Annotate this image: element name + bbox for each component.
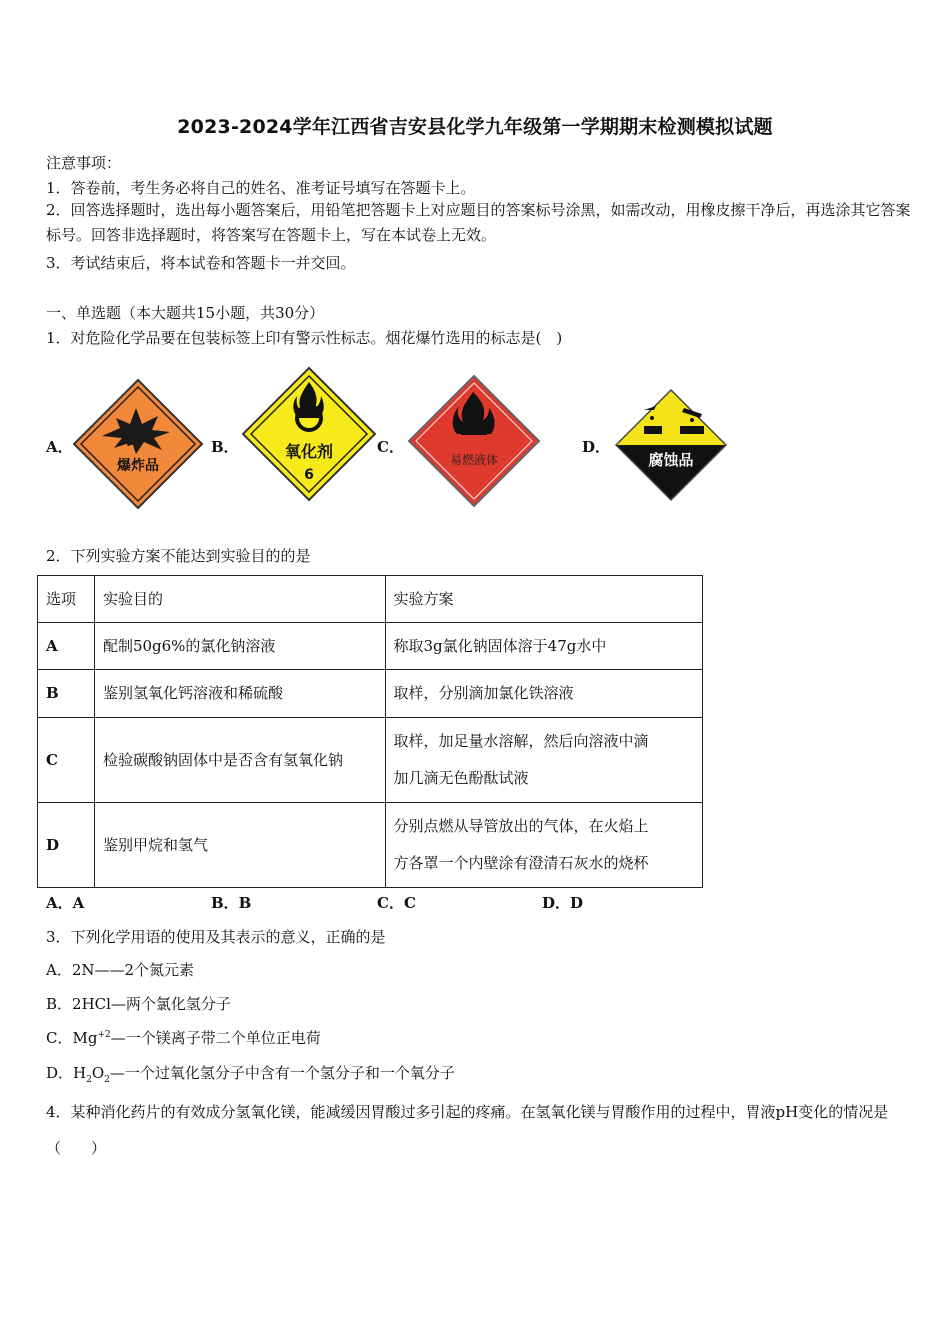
q3-option-b: B．2HCl—两个氯化氢分子 (46, 995, 231, 1013)
notice-item-2: 2．回答选择题时，选出每小题答案后，用铅笔把答题卡上对应题目的答案标号涂黑，如需改动，用橡皮擦干净后，再选涂其它答案标号。回答非选择题时，将答案写在答题卡上，写在本试卷上无效。 (46, 201, 911, 244)
q3-c-prefix: C．Mg (46, 1029, 98, 1047)
table-row (38, 803, 703, 888)
table-header-cell: 实验方案 (385, 576, 703, 623)
table-row (38, 718, 703, 803)
q1-option-c-label: C． (377, 438, 404, 456)
plan-line: 取样，加足量水溶解，然后向溶液中滴 (393, 732, 649, 750)
q3-option-d (46, 1062, 455, 1085)
q1-option-b-label: B． (211, 438, 239, 456)
question-2-stem: 2．下列实验方案不能达到实验目的的是 (46, 547, 311, 565)
q3-d-middle: O (91, 1064, 105, 1082)
q2-answer-a: A．A (46, 894, 85, 912)
flammable-sign-text: 易燃液体 (449, 453, 499, 467)
table-cell-option: C (38, 718, 95, 803)
q1-option-d-label: D． (582, 438, 611, 456)
section-heading: 一、单选题（本大题共15小题，共30分） (46, 304, 325, 322)
table-header-cell: 选项 (38, 576, 95, 623)
table-cell-plan (385, 718, 703, 803)
q2-table (37, 575, 703, 888)
table-row (38, 623, 703, 670)
q3-option-a: A．2N——2个氮元素 (46, 961, 195, 979)
table-cell-goal: 检验碳酸钠固体中是否含有氢氧化钠 (94, 718, 385, 803)
q3-option-c (46, 1027, 321, 1048)
plan-line: 分别点燃从导管放出的气体，在火焰上 (393, 817, 649, 835)
q2-answer-b: B．B (211, 894, 252, 912)
q1-option-a-label: A． (46, 438, 73, 456)
q2-answer-c: C．C (377, 894, 416, 912)
q3-c-suffix: —一个镁离子带二个单位正电荷 (110, 1029, 321, 1047)
table-cell-plan (385, 803, 703, 888)
q3-c-superscript: +2 (97, 1030, 111, 1040)
table-header-row (38, 576, 703, 623)
notice-heading: 注意事项： (46, 154, 122, 172)
corrosive-sign-icon (614, 388, 728, 502)
flammable-liquid-sign-icon (407, 374, 541, 508)
page-title: 2023-2024学年江西省吉安县化学九年级第一学期期末检测模拟试题 (177, 116, 773, 138)
q2-answer-d: D．D (542, 894, 584, 912)
corrosive-sign-text: 腐蚀品 (648, 451, 694, 469)
table-cell-plan: 称取3g氯化钠固体溶于47g水中 (385, 623, 703, 670)
table-header-cell: 实验目的 (94, 576, 385, 623)
table-cell-goal: 鉴别甲烷和氢气 (94, 803, 385, 888)
question-3-stem: 3．下列化学用语的使用及其表示的意义，正确的是 (46, 928, 386, 946)
explosive-sign-text: 爆炸品 (117, 458, 159, 474)
q3-d-subscript: 2 (86, 1075, 92, 1085)
plan-line: 方各罩一个内壁涂有澄清石灰水的烧杯 (393, 854, 649, 872)
table-cell-option: D (38, 803, 95, 888)
q3-d-suffix: —一个过氧化氢分子中含有一个氢分子和一个氧分子 (109, 1064, 455, 1082)
oxidizer-sign-icon (241, 366, 377, 502)
q3-d-subscript: 2 (104, 1075, 110, 1085)
oxidizer-class-number: 6 (304, 467, 314, 483)
question-1-stem: 1．对危险化学品要在包装标签上印有警示性标志。烟花爆竹选用的标志是( ) (46, 329, 563, 347)
oxidizer-sign-text: 氧化剂 (284, 442, 334, 461)
table-cell-goal: 配制50g6%的氯化钠溶液 (94, 623, 385, 670)
notice-item-1: 1．答卷前，考生务必将自己的姓名、准考证号填写在答题卡上。 (46, 179, 476, 197)
table-cell-option: A (38, 623, 95, 670)
table-cell-option: B (38, 670, 95, 718)
table-row (38, 670, 703, 718)
q3-d-prefix: D．H (46, 1064, 87, 1082)
notice-item-3: 3．考试结束后，将本试卷和答题卡一并交回。 (46, 254, 356, 272)
question-4-stem: 4．某种消化药片的有效成分氢氧化镁，能减缓因胃酸过多引起的疼痛。在氢氧化镁与胃酸作用的过程中，胃液pH变化的情况是（ ） (46, 1103, 889, 1157)
table-cell-plan: 取样，分别滴加氯化铁溶液 (385, 670, 703, 718)
explosive-sign-icon (72, 378, 204, 510)
table-cell-goal: 鉴别氢氧化钙溶液和稀硫酸 (94, 670, 385, 718)
plan-line: 加几滴无色酚酞试液 (393, 769, 529, 787)
